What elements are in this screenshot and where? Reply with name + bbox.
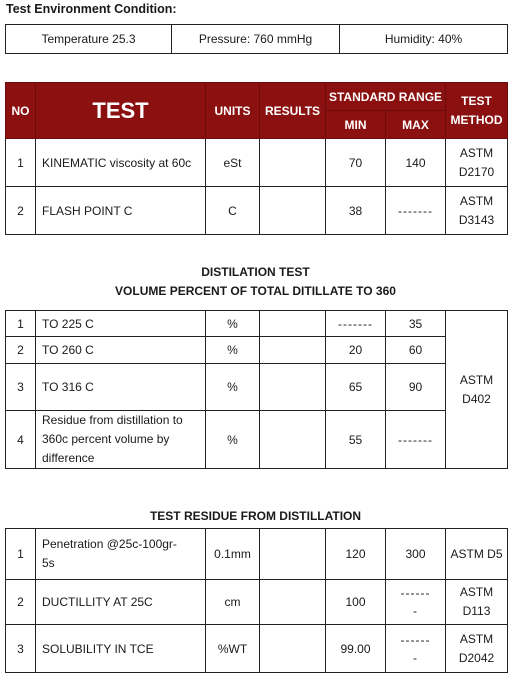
distillation-title: DISTILATION TEST [201,265,310,279]
row-max-line2: - [413,650,418,665]
table-row [6,311,508,337]
row-max: 300 [386,529,446,580]
row-method-line1: ASTM [459,193,494,208]
row-max: 60 [386,337,446,364]
row-min: 120 [326,529,386,580]
row-max [386,625,446,673]
row-no: 3 [6,364,36,411]
temperature-cell: Temperature 25.3 [6,25,172,54]
row-method [446,187,508,235]
distillation-method-line1: ASTM [459,372,494,387]
header-no: NO [6,83,36,139]
row-results [260,529,326,580]
residue-table [5,528,508,673]
row-results [260,625,326,673]
row-units: 0.1mm [206,529,260,580]
header-test-method-line1: TEST [461,93,492,108]
row-test-line1: Penetration @25c-100gr- [42,537,177,551]
row-max-line1: ------ [400,632,431,647]
row-test: KINEMATIC viscosity at 60c [36,139,206,187]
row-results [260,364,326,411]
row-test-line1: Residue from distillation to [42,413,183,427]
main-test-table [5,82,508,235]
row-method-line2: D113 [462,604,491,618]
row-test-line2: 5s [42,556,55,570]
row-no: 2 [6,187,36,235]
row-test-line2: 360c percent volume by [42,432,170,446]
row-min: ------- [326,311,386,337]
header-test-method-line2: METHOD [450,112,503,127]
header-results: RESULTS [260,83,326,139]
row-test: DUCTILLITY AT 25C [36,580,206,625]
row-test: FLASH POINT C [36,187,206,235]
row-method-line2: D2042 [458,650,495,665]
row-units: C [206,187,260,235]
table-row [6,529,508,580]
row-min: 100 [326,580,386,625]
row-units: cm [206,580,260,625]
row-results [260,580,326,625]
environment-heading: Test Environment Condition: [6,2,177,16]
row-method [446,625,508,673]
row-units: % [206,311,260,337]
row-units: %WT [206,625,260,673]
distillation-method [446,311,508,469]
row-results [260,337,326,364]
row-units: % [206,364,260,411]
table-row [6,580,508,625]
row-max: ------- [386,411,446,469]
row-units: % [206,337,260,364]
row-units: % [206,411,260,469]
row-test: SOLUBILITY IN TCE [36,625,206,673]
humidity-cell: Humidity: 40% [340,25,508,54]
row-no: 2 [6,337,36,364]
table-row [6,337,508,364]
header-test: TEST [36,83,206,139]
row-method-line1: ASTM [459,631,494,646]
row-results [260,139,326,187]
row-method [446,580,508,625]
row-method-line2: D2170 [458,164,495,179]
header-min: MIN [326,111,386,139]
row-max-line1: ------ [400,586,431,600]
distillation-table [5,310,508,469]
row-test-line3: difference [42,451,95,465]
header-units: UNITS [206,83,260,139]
table-row [6,411,508,469]
row-test [36,411,206,469]
header-standard-range: STANDARD RANGE [326,83,446,111]
row-max: ------- [386,187,446,235]
row-no: 1 [6,529,36,580]
header-test-method [446,83,508,139]
row-method [446,139,508,187]
row-no: 1 [6,139,36,187]
row-results [260,187,326,235]
row-no: 3 [6,625,36,673]
row-max: 35 [386,311,446,337]
table-row [6,139,508,187]
row-min: 99.00 [326,625,386,673]
residue-title: TEST RESIDUE FROM DISTILLATION [149,509,362,523]
row-max-line2: - [413,604,418,618]
row-units: eSt [206,139,260,187]
row-no: 2 [6,580,36,625]
row-max: 140 [386,139,446,187]
row-min: 65 [326,364,386,411]
row-max: 90 [386,364,446,411]
row-method-line2: D3143 [458,212,495,227]
pressure-cell: Pressure: 760 mmHg [172,25,340,54]
distillation-method-line2: D402 [462,391,491,406]
table-row [6,364,508,411]
distillation-subtitle: VOLUME PERCENT OF TOTAL DITILLATE TO 360 [115,284,396,298]
table-row [6,187,508,235]
row-results [260,311,326,337]
row-max [386,580,446,625]
row-method-line1: ASTM [459,145,494,160]
row-no: 1 [6,311,36,337]
row-min: 20 [326,337,386,364]
row-method: ASTM D5 [446,529,508,580]
table-row [6,625,508,673]
row-test [36,529,206,580]
environment-table [5,24,508,54]
row-test: TO 260 C [36,337,206,364]
row-min: 38 [326,187,386,235]
row-method-line1: ASTM [459,585,494,599]
row-no: 4 [6,411,36,469]
row-test: TO 316 C [36,364,206,411]
header-max: MAX [386,111,446,139]
row-min: 55 [326,411,386,469]
row-results [260,411,326,469]
row-min: 70 [326,139,386,187]
row-test: TO 225 C [36,311,206,337]
